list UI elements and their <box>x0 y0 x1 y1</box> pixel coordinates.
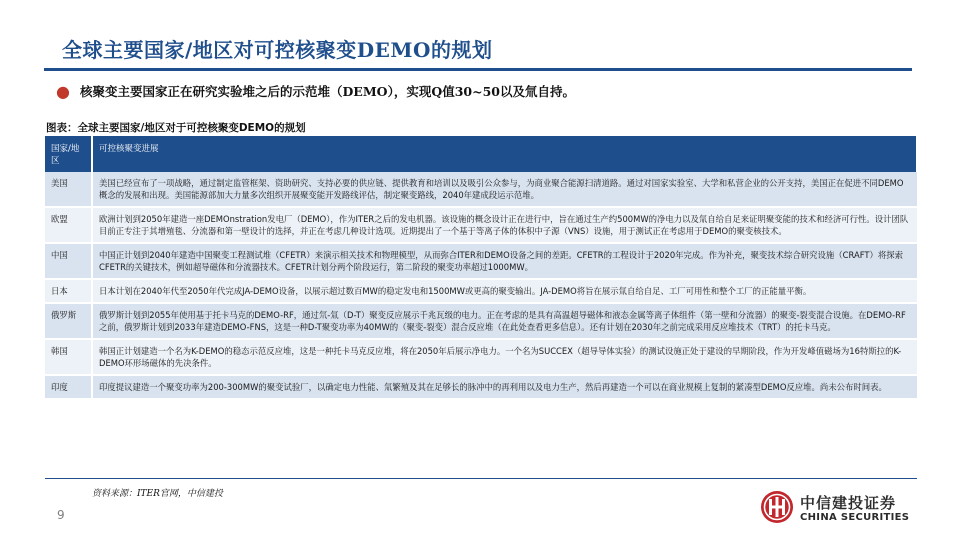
table-row <box>45 172 917 207</box>
row-country: 韩国 <box>45 339 92 375</box>
row-country: 美国 <box>45 172 92 207</box>
row-progress: 中国正计划到2040年建造中国聚变工程测试堆（CFETR）来演示相关技术和物理模型，从而弥合ITER和DEMO设备之间的差距。CFETR的工程设计于2020年完成。作为补充，聚变技术综合研究设施（CRAFT）将探索CFETR的关键技术，例如超导磁体和分流器技术。CFETR计划分两个阶段运行，第二阶段的聚变功率超过1000MW。 <box>92 243 917 279</box>
page-number: 9 <box>57 508 65 522</box>
row-progress: 日本计划在2040年代至2050年代完成JA-DEMO设备，以展示超过数百MW的稳定发电和1500MW或更高的聚变输出。JA-DEMO将旨在展示氚自给自足、工厂可用性和整个工厂的正能量平衡。 <box>92 279 917 303</box>
table-row <box>45 243 917 279</box>
bullet-dot-icon: ● <box>56 82 70 101</box>
row-country: 日本 <box>45 279 92 303</box>
row-country: 中国 <box>45 243 92 279</box>
header-progress: 可控核聚变进展 <box>92 136 917 172</box>
company-logo <box>760 490 920 530</box>
summary-bullet <box>56 82 916 101</box>
row-country: 欧盟 <box>45 207 92 243</box>
plan-table-container <box>45 136 917 400</box>
row-progress: 欧洲计划到2050年建造一座DEMOnstration发电厂（DEMO），作为ITER之后的发电机器。该设施的概念设计正在进行中，旨在通过生产约500MW的净电力以及氚自给自足来证明聚变能的技术和经济可行性。设计团队目前正专注于其增殖毯、分流器和第一壁设计的选择，并正在考虑几种设计选项。近期提出了一个基于等离子体的体积中子源（VNS）设施，用于测试正在考虑用于DEMO的聚变核技术。 <box>92 207 917 243</box>
row-country: 印度 <box>45 375 92 399</box>
row-progress: 印度提议建造一个聚变功率为200-300MW的聚变试验厂，以确定电力性能、氚繁殖及其在足够长的脉冲中的再利用以及电力生产，然后再建造一个可以在商业规模上复制的紧凑型DEMO反应堆。尚未公布时间表。 <box>92 375 917 399</box>
row-country: 俄罗斯 <box>45 303 92 339</box>
table-row <box>45 303 917 339</box>
table-bottom-rule <box>45 478 917 479</box>
row-progress: 俄罗斯计划到2055年使用基于托卡马克的DEMO-RF，通过氘-氚（D-T）聚变反应展示千兆瓦级的电力。正在考虑的是具有高温超导磁体和液态金属等离子体组件（第一壁和分流器）的聚变-裂变混合设施。在DEMO-RF之前，俄罗斯计划到2033年建造DEMO-FNS，这是一种D-T聚变功率为40MW的（聚变-裂变）混合反应堆（在此处查看更多信息）。还有计划在2030年之前完成采用反应堆技术（TRT）的托卡马克。 <box>92 303 917 339</box>
table-header-row <box>45 136 917 172</box>
row-progress: 韩国正计划建造一个名为K-DEMO的稳态示范反应堆，这是一种托卡马克反应堆，将在2050年后展示净电力。一个名为SUCCEX（超导导体实验）的测试设施正处于建设的早期阶段，作为开发峰值磁场为16特斯拉的K-DEMO环形场磁体的先决条件。 <box>92 339 917 375</box>
table-row <box>45 339 917 375</box>
table-row <box>45 375 917 399</box>
title-underline <box>44 68 912 71</box>
table-row <box>45 279 917 303</box>
summary-text: 核聚变主要国家正在研究实验堆之后的示范堆（DEMO），实现Q值30~50以及氚自持。 <box>79 84 575 99</box>
header-country: 国家/地区 <box>45 136 92 172</box>
table-caption: 图表：全球主要国家/地区对于可控核聚变DEMO的规划 <box>46 122 306 134</box>
citic-emblem-icon <box>760 490 794 524</box>
logo-name-cn: 中信建投证券 <box>800 494 897 512</box>
row-progress: 美国已经宣布了一项战略，通过制定监管框架、资助研究、支持必要的供应链、提供教育和培训以及吸引公众参与，为商业聚合能源扫清道路。通过对国家实验室、大学和私营企业的公开支持，美国正在促进不同DEMO概念的发展和出现。美国能源部加大力量多次组织开展聚变能开发路线评估，制定聚变路线，2040年建成段运示范堆。 <box>92 172 917 207</box>
plan-table <box>45 136 918 400</box>
page-title: 全球主要国家/地区对可控核聚变DEMO的规划 <box>62 38 493 62</box>
table-row <box>45 207 917 243</box>
logo-name-en: CHINA SECURITIES <box>800 512 910 523</box>
source-note: 资料来源：ITER官网，中信建投 <box>92 489 223 499</box>
